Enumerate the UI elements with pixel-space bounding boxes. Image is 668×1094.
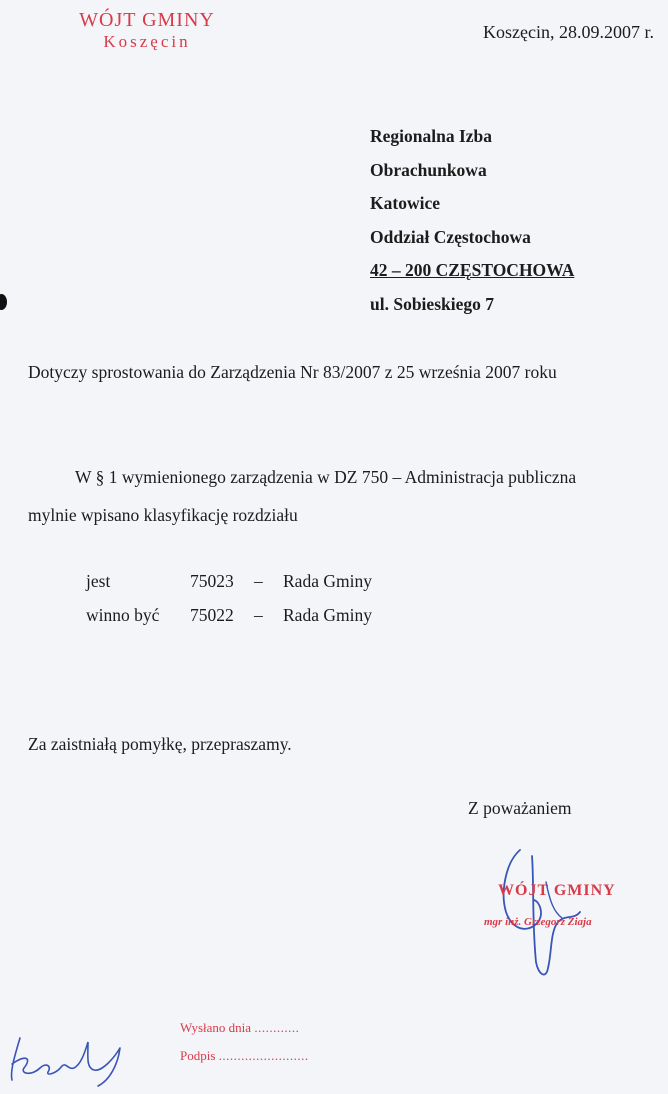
date-line: Koszęcin, 28.09.2007 r.: [483, 22, 654, 42]
header-stamp: [62, 8, 232, 52]
recipient-line: Katowice: [370, 193, 440, 213]
recipient-line: Regionalna Izba: [370, 126, 493, 146]
correction-code: 75022: [190, 605, 234, 625]
sent-signature-row: [180, 1042, 309, 1070]
signature-stamp-name: mgr inż. Grzegorz Ziaja: [484, 916, 592, 928]
sent-date-row: [180, 1014, 309, 1042]
correction-code: 75023: [190, 571, 234, 591]
sent-date-label: Wysłano dnia: [180, 1020, 252, 1035]
correction-row: [86, 598, 372, 632]
handwritten-initials-icon: [2, 1028, 132, 1088]
correction-name: Rada Gminy: [283, 605, 372, 625]
recipient-line: ul. Sobieskiego 7: [370, 293, 494, 314]
punch-hole-mark: [0, 294, 7, 310]
correction-table: [86, 564, 372, 632]
sent-signature-dots: ........................: [218, 1048, 309, 1063]
sent-date-dots: ............: [254, 1020, 300, 1035]
correction-dash: –: [254, 605, 263, 625]
sent-stamp: [180, 1014, 309, 1070]
recipient-postal-line: 42 – 200 CZĘSTOCHOWA: [370, 260, 575, 280]
correction-label: winno być: [86, 605, 160, 625]
body-line: mylnie wpisano klasyfikację rozdziału: [28, 505, 298, 525]
correction-name: Rada Gminy: [283, 571, 372, 591]
handwritten-signature-icon: [488, 842, 598, 982]
correction-row: [86, 564, 372, 598]
signature-stamp-title: WÓJT GMINY: [498, 882, 616, 899]
correction-dash: –: [254, 571, 263, 591]
sent-signature-label: Podpis: [180, 1048, 216, 1063]
header-stamp-place: Koszęcin: [103, 32, 191, 51]
correction-label: jest: [86, 571, 111, 591]
recipient-address: [370, 120, 574, 321]
body-paragraph: [28, 458, 658, 534]
closing-line: Z poważaniem: [468, 798, 572, 818]
apology-line: Za zaistniałą pomyłkę, przepraszamy.: [28, 734, 292, 754]
recipient-line: Oddział Częstochowa: [370, 226, 531, 247]
body-line: W § 1 wymienionego zarządzenia w DZ 750 – Administracja publiczna: [75, 467, 577, 487]
recipient-line: Obrachunkowa: [370, 159, 487, 180]
header-stamp-title: WÓJT GMINY: [79, 9, 215, 31]
regarding-line: Dotyczy sprostowania do Zarządzenia Nr 83/2007 z 25 września 2007 roku: [28, 362, 557, 382]
